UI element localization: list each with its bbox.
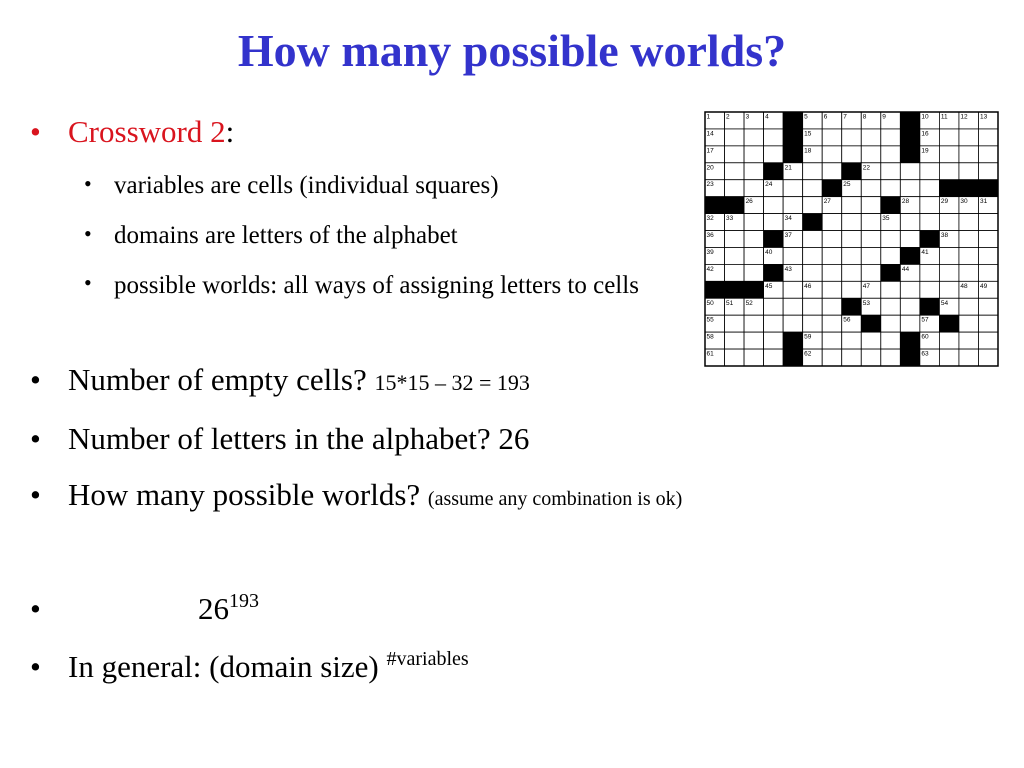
grid-cell (939, 264, 959, 281)
bullet-marker: • (30, 591, 41, 626)
grid-cell (978, 129, 998, 146)
grid-cell (959, 349, 979, 366)
black-cell (920, 231, 940, 248)
grid-cell (764, 332, 784, 349)
bullet-marker: • (30, 649, 41, 684)
grid-cell (842, 214, 862, 231)
grid-cell (822, 129, 842, 146)
grid-cell (744, 163, 764, 180)
clue-number: 22 (862, 164, 871, 172)
grid-cell (822, 281, 842, 298)
clue-number: 43 (784, 265, 792, 273)
grid-cell (939, 281, 959, 298)
black-cell (881, 197, 901, 214)
clue-number: 6 (823, 113, 828, 121)
bullet-marker: • (84, 221, 92, 246)
sub-bullet-text: domains are letters of the alphabet (114, 222, 458, 249)
answer-exponent: 193 (229, 590, 259, 612)
black-cell (920, 298, 940, 315)
clue-number: 48 (960, 282, 968, 290)
clue-number: 46 (804, 282, 812, 290)
bullet-marker: • (30, 114, 41, 149)
grid-cell (978, 163, 998, 180)
general-text: In general: (domain size) (68, 649, 379, 684)
grid-cell (978, 214, 998, 231)
clue-number: 34 (784, 215, 792, 223)
clue-number: 61 (706, 350, 714, 358)
grid-cell (861, 180, 881, 197)
grid-cell (900, 231, 920, 248)
general-exponent: #variables (386, 648, 469, 670)
sub-bullet-text: possible worlds: all ways of assigning letters to cells (114, 272, 639, 299)
grid-cell (744, 214, 764, 231)
clue-number: 45 (765, 282, 773, 290)
clue-number: 13 (979, 113, 988, 121)
grid-cell (822, 264, 842, 281)
grid-cell (725, 247, 745, 264)
grid-cell (725, 129, 745, 146)
clue-number: 60 (921, 333, 929, 341)
grid-cell (900, 281, 920, 298)
clue-number: 41 (921, 248, 929, 256)
clue-number: 31 (979, 198, 988, 206)
grid-cell (822, 146, 842, 163)
grid-cell (842, 247, 862, 264)
grid-cell (881, 298, 901, 315)
black-cell (842, 298, 862, 315)
slide-title: How many possible worlds? (237, 25, 787, 76)
grid-cell (744, 146, 764, 163)
grid-cell (822, 315, 842, 332)
grid-cell (725, 264, 745, 281)
worlds-question: How many possible worlds? (68, 477, 421, 512)
grid-cell (744, 231, 764, 248)
grid-cell (822, 214, 842, 231)
clue-number: 27 (823, 198, 831, 206)
black-cell (861, 315, 881, 332)
clue-number: 29 (940, 198, 949, 206)
clue-number: 40 (765, 248, 773, 256)
black-cell (939, 180, 959, 197)
clue-number: 47 (862, 282, 871, 290)
black-cell (900, 349, 920, 366)
black-cell (725, 281, 745, 298)
black-cell (705, 281, 725, 298)
grid-cell (920, 214, 940, 231)
clue-number: 26 (745, 198, 753, 206)
grid-cell (881, 180, 901, 197)
grid-cell (861, 332, 881, 349)
black-cell (783, 129, 803, 146)
grid-cell (939, 214, 959, 231)
clue-number: 54 (940, 299, 949, 307)
grid-cell (822, 163, 842, 180)
black-cell (725, 197, 745, 214)
grid-cell (744, 264, 764, 281)
clue-number: 12 (960, 113, 968, 121)
worlds-note: (assume any combination is ok) (427, 488, 683, 510)
grid-cell (764, 214, 784, 231)
grid-cell (861, 247, 881, 264)
grid-cell (939, 332, 959, 349)
grid-cell (803, 180, 823, 197)
black-cell (764, 264, 784, 281)
clue-number: 55 (706, 316, 714, 324)
grid-cell (881, 332, 901, 349)
clue-number: 32 (706, 215, 714, 223)
grid-cell (725, 315, 745, 332)
clue-number: 10 (921, 113, 929, 121)
sub-bullet-text: variables are cells (individual squares) (114, 172, 499, 199)
clue-number: 14 (706, 130, 714, 138)
grid-cell (803, 247, 823, 264)
crossword-label: Crossword 2 (68, 114, 226, 149)
grid-cell (842, 264, 862, 281)
bullet-marker: • (84, 171, 92, 196)
grid-cell (978, 247, 998, 264)
black-cell (803, 214, 823, 231)
grid-cell (783, 281, 803, 298)
clue-number: 25 (843, 181, 851, 189)
grid-cell (861, 264, 881, 281)
grid-cell (764, 315, 784, 332)
grid-cell (725, 332, 745, 349)
grid-cell (783, 315, 803, 332)
grid-cell (900, 214, 920, 231)
clue-number: 20 (706, 164, 714, 172)
grid-cell (939, 146, 959, 163)
clue-number: 58 (706, 333, 714, 341)
grid-cell (959, 146, 979, 163)
grid-cell (881, 281, 901, 298)
black-cell (900, 129, 920, 146)
grid-cell (959, 247, 979, 264)
grid-cell (939, 349, 959, 366)
crossword-grid (704, 111, 999, 367)
black-cell (978, 180, 998, 197)
clue-number: 11 (940, 113, 948, 121)
grid-cell (920, 281, 940, 298)
grid-cell (744, 180, 764, 197)
grid-cell (978, 332, 998, 349)
grid-cell (803, 231, 823, 248)
grid-cell (822, 247, 842, 264)
black-cell (881, 264, 901, 281)
bullet-marker: • (30, 477, 41, 512)
clue-number: 36 (706, 232, 714, 240)
letters-question: Number of letters in the alphabet? 26 (68, 421, 530, 456)
grid-cell (861, 214, 881, 231)
grid-cell (725, 180, 745, 197)
grid-cell (959, 214, 979, 231)
grid-cell (744, 349, 764, 366)
clue-number: 62 (804, 350, 812, 358)
clue-number: 9 (882, 113, 886, 121)
clue-number: 56 (843, 316, 851, 324)
black-cell (783, 146, 803, 163)
grid-cell (842, 231, 862, 248)
grid-cell (959, 129, 979, 146)
grid-cell (764, 298, 784, 315)
grid-cell (959, 163, 979, 180)
grid-cell (881, 315, 901, 332)
grid-cell (939, 247, 959, 264)
clue-number: 53 (862, 299, 871, 307)
clue-number: 7 (843, 113, 847, 121)
clue-number: 15 (804, 130, 812, 138)
grid-cell (861, 231, 881, 248)
grid-cell (861, 349, 881, 366)
grid-cell (959, 264, 979, 281)
clue-number: 23 (706, 181, 714, 189)
grid-cell (842, 146, 862, 163)
grid-cell (822, 332, 842, 349)
clue-number: 33 (726, 215, 734, 223)
grid-cell (764, 146, 784, 163)
grid-cell (764, 129, 784, 146)
grid-cell (861, 129, 881, 146)
grid-cell (959, 315, 979, 332)
grid-cell (881, 231, 901, 248)
black-cell (764, 163, 784, 180)
clue-number: 35 (882, 215, 890, 223)
grid-cell (920, 163, 940, 180)
grid-cell (783, 180, 803, 197)
grid-cell (842, 349, 862, 366)
clue-number: 44 (901, 265, 910, 273)
clue-number: 5 (804, 113, 808, 121)
grid-cell (744, 129, 764, 146)
grid-cell (939, 163, 959, 180)
grid-cell (783, 298, 803, 315)
grid-cell (900, 180, 920, 197)
grid-cell (842, 332, 862, 349)
grid-cell (978, 349, 998, 366)
grid-cell (881, 129, 901, 146)
grid-cell (725, 231, 745, 248)
grid-cell (842, 129, 862, 146)
clue-number: 37 (784, 232, 792, 240)
grid-cell (881, 146, 901, 163)
clue-number: 51 (726, 299, 734, 307)
grid-cell (900, 298, 920, 315)
bullet-marker: • (30, 421, 41, 456)
grid-cell (842, 281, 862, 298)
clue-number: 52 (745, 299, 753, 307)
grid-cell (939, 129, 959, 146)
grid-cell (978, 264, 998, 281)
clue-number: 59 (804, 333, 812, 341)
black-cell (783, 332, 803, 349)
clue-number: 2 (726, 113, 730, 121)
empty-cells-question: Number of empty cells? (68, 362, 367, 397)
grid-cell (978, 231, 998, 248)
clue-number: 63 (921, 350, 929, 358)
grid-cell (764, 197, 784, 214)
clue-number: 49 (979, 282, 988, 290)
empty-cells-answer: 15*15 – 32 = 193 (374, 370, 530, 395)
clue-number: 19 (921, 147, 929, 155)
black-cell (842, 163, 862, 180)
clue-number: 16 (921, 130, 929, 138)
black-cell (900, 332, 920, 349)
clue-number: 42 (706, 265, 714, 273)
grid-cell (842, 197, 862, 214)
grid-cell (959, 332, 979, 349)
bullet-marker: • (30, 362, 41, 397)
grid-cell (764, 349, 784, 366)
clue-number: 38 (940, 232, 949, 240)
grid-cell (783, 197, 803, 214)
grid-cell (920, 197, 940, 214)
clue-number: 57 (921, 316, 929, 324)
grid-cell (920, 264, 940, 281)
black-cell (764, 231, 784, 248)
clue-number: 21 (784, 164, 792, 172)
grid-cell (822, 298, 842, 315)
grid-cell (822, 231, 842, 248)
clue-number: 1 (706, 113, 711, 121)
black-cell (900, 146, 920, 163)
grid-cell (744, 247, 764, 264)
grid-cell (744, 332, 764, 349)
clue-number: 4 (765, 113, 769, 121)
clue-number: 18 (804, 147, 812, 155)
clue-number: 28 (901, 198, 910, 206)
grid-cell (881, 163, 901, 180)
grid-cell (822, 349, 842, 366)
grid-cell (744, 315, 764, 332)
black-cell (744, 281, 764, 298)
answer-base: 26 (198, 591, 229, 626)
grid-cell (978, 298, 998, 315)
grid-cell (861, 146, 881, 163)
black-cell (783, 349, 803, 366)
black-cell (939, 315, 959, 332)
grid-cell (803, 264, 823, 281)
grid-cell (725, 349, 745, 366)
black-cell (705, 197, 725, 214)
grid-cell (725, 146, 745, 163)
grid-cell (803, 163, 823, 180)
grid-cell (959, 298, 979, 315)
clue-number: 30 (960, 198, 968, 206)
black-cell (822, 180, 842, 197)
grid-cell (881, 349, 901, 366)
black-cell (900, 112, 920, 129)
grid-cell (920, 180, 940, 197)
grid-cell (900, 315, 920, 332)
grid-cell (978, 146, 998, 163)
grid-cell (861, 197, 881, 214)
clue-number: 39 (706, 248, 714, 256)
clue-number: 50 (706, 299, 714, 307)
clue-number: 3 (745, 113, 750, 121)
clue-number: 17 (706, 147, 714, 155)
grid-cell (803, 197, 823, 214)
grid-cell (900, 163, 920, 180)
grid-cell (803, 298, 823, 315)
grid-cell (881, 247, 901, 264)
clue-number: 8 (862, 113, 867, 121)
black-cell (959, 180, 979, 197)
grid-cell (725, 163, 745, 180)
grid-cell (959, 231, 979, 248)
grid-cell (978, 315, 998, 332)
grid-cell (783, 247, 803, 264)
grid-cell (803, 315, 823, 332)
black-cell (900, 247, 920, 264)
clue-number: 24 (765, 181, 773, 189)
black-cell (783, 112, 803, 129)
crossword-colon: : (225, 114, 235, 149)
bullet-marker: • (84, 270, 92, 295)
